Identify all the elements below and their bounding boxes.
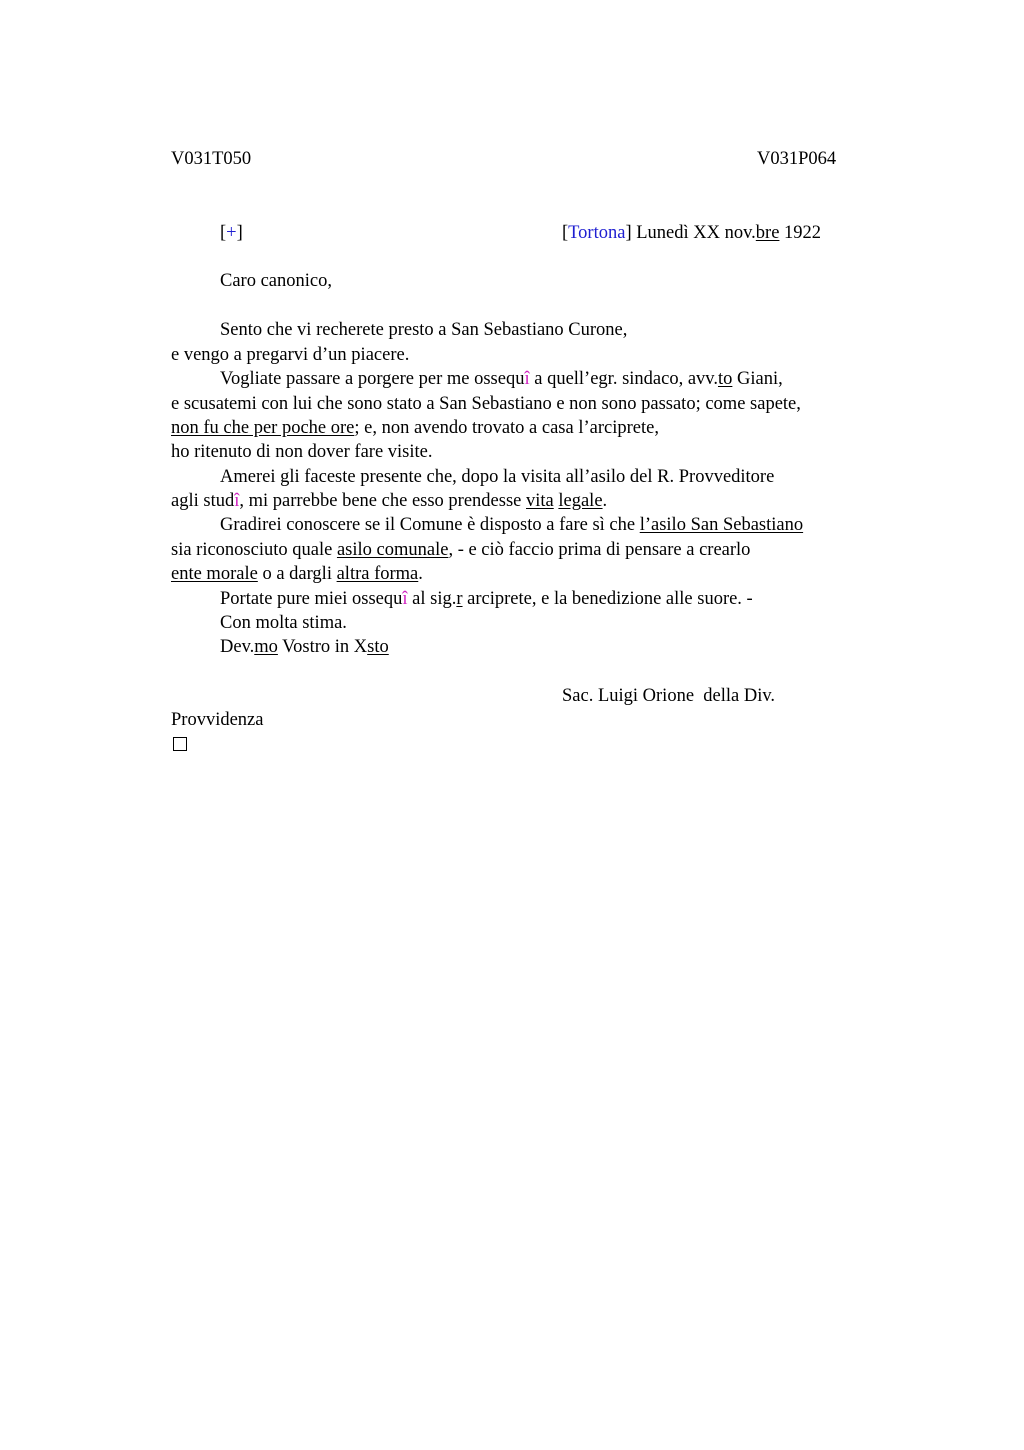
- underlined-text: legale: [558, 491, 603, 511]
- date-ordinal: bre: [755, 223, 780, 243]
- text-run: Dev.: [220, 637, 255, 657]
- signature-continuation: Provvidenza: [171, 710, 264, 730]
- underlined-text: r: [456, 589, 463, 609]
- document-code-right: V031P064: [757, 149, 837, 169]
- cross-mark: [+]: [220, 223, 243, 243]
- text-run: agli stud: [171, 491, 235, 511]
- closing-line: Con molta stima.: [220, 613, 347, 633]
- body-line: [171, 565, 423, 584]
- body-line: ho ritenuto di non dover fare visite.: [171, 442, 433, 462]
- underlined-text: vita: [526, 491, 554, 511]
- underlined-text: ente morale: [171, 564, 258, 584]
- body-line: [171, 492, 607, 511]
- body-line: [171, 419, 659, 438]
- underlined-text: non fu che per poche ore: [171, 418, 355, 438]
- editorial-mark: î: [234, 491, 240, 511]
- text-run: o a dargli: [257, 564, 337, 584]
- place-name: Tortona: [568, 223, 626, 243]
- underlined-text: l’asilo San Sebastiano: [639, 515, 804, 535]
- text-run: sia riconosciuto quale: [171, 540, 337, 560]
- text-run: al sig.: [407, 589, 457, 609]
- underlined-text: to: [717, 369, 733, 389]
- text-run: Gradirei conoscere se il Comune è disposto a fare sì che: [220, 515, 640, 535]
- body-line: Amerei gli faceste presente che, dopo la visita all’asilo del R. Provveditore: [220, 467, 775, 487]
- text-run: arciprete, e la benedizione alle suore. -: [462, 589, 753, 609]
- body-line: Sento che vi recherete presto a San Sebastiano Curone,: [220, 320, 628, 340]
- closing-formula: [220, 638, 389, 657]
- text-run: , - e ciò faccio prima di pensare a crearlo: [448, 540, 751, 560]
- text-run: a quell’egr. sindaco, avv.: [529, 369, 718, 389]
- text-run: Vostro in X: [277, 637, 368, 657]
- body-line: e vengo a pregarvi d’un piacere.: [171, 345, 410, 365]
- date-year: 1922: [784, 223, 822, 243]
- signature-line: Sac. Luigi Orione della Div.: [562, 686, 776, 706]
- text-run: Vogliate passare a porgere per me ossequ: [220, 369, 525, 389]
- text-run: ; e, non avendo trovato a casa l’arciprete,: [354, 418, 659, 438]
- salutation: Caro canonico,: [220, 271, 332, 291]
- text-run: .: [418, 564, 423, 584]
- text-run: Giani,: [732, 369, 783, 389]
- body-line: [220, 590, 753, 609]
- body-line: e scusatemi con lui che sono stato a San Sebastiano e non sono passato; come sapete,: [171, 394, 801, 414]
- text-run: , mi parrebbe bene che esso prendesse: [239, 491, 526, 511]
- text-run: .: [602, 491, 608, 511]
- body-line: [220, 516, 803, 535]
- underlined-text: altra forma: [336, 564, 419, 584]
- cross-symbol: +: [226, 223, 237, 243]
- underlined-text: sto: [367, 637, 389, 657]
- date-text: Lunedì XX nov.: [636, 223, 756, 243]
- checkbox-square-icon: [173, 737, 187, 751]
- document-code-left: V031T050: [171, 149, 252, 169]
- text-run: Portate pure miei ossequ: [220, 589, 403, 609]
- underlined-text: asilo comunale: [336, 540, 449, 560]
- editorial-mark: î: [402, 589, 408, 609]
- editorial-mark: î: [524, 369, 530, 389]
- body-line: [220, 370, 783, 389]
- dateline: [Tortona] Lunedì XX nov.bre 1922: [562, 223, 822, 243]
- underlined-text: mo: [254, 637, 278, 657]
- body-line: [171, 541, 750, 560]
